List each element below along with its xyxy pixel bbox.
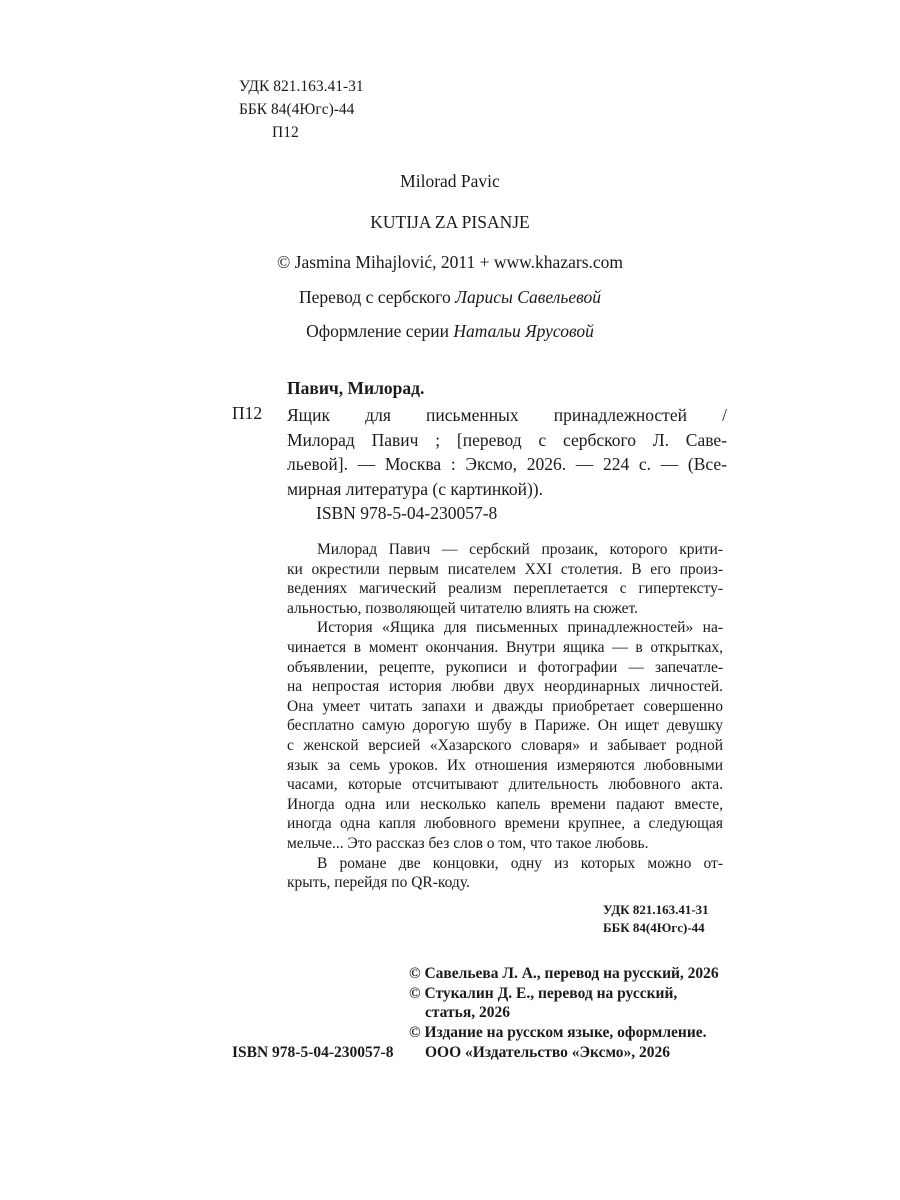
- annotation-line: объявлении, рецепте, рукописи и фотографии — запечатле-: [287, 658, 723, 676]
- original-title: KUTIJA ZA PISANJE: [370, 212, 530, 232]
- annotation-line: чинается в момент окончания. Внутри ящика — в открытках,: [287, 638, 723, 656]
- copyright-line: © Савельева Л. А., перевод на русский, 2026: [409, 965, 719, 982]
- original-copyright: © Jasmina Mihajlović, 2011 + www.khazars.com: [276, 252, 624, 272]
- annotation-line: с женской версией «Хазарского словаря» и забывает родной: [287, 736, 723, 754]
- annotation-line: Она умеет читать запахи и дважды приобретает совершенно: [287, 697, 723, 715]
- bbk-bottom: ББК 84(4Югс)-44: [603, 920, 705, 935]
- annotation: [287, 540, 723, 893]
- copyright-line: © Стукалин Д. Е., перевод на русский,: [409, 985, 678, 1002]
- annotation-line: альностью, позволяющей читателю влиять на сюжет.: [287, 599, 639, 617]
- design-credit: [0, 321, 900, 342]
- copyright-line: статья, 2026: [425, 1004, 510, 1021]
- translation-prefix: Перевод с сербского: [299, 287, 456, 307]
- annotation-line: часами, которые отсчитывают длительность любовного акта.: [287, 776, 723, 794]
- annotation-line: В романе две концовки, одну из которых можно от-: [317, 854, 723, 872]
- annotation-line: Иногда одна или несколько капель времени падают вместе,: [287, 795, 723, 813]
- annotation-line: язык за семь уроков. Их отношения измеряются любовными: [287, 756, 723, 774]
- bbk-top: ББК 84(4Югс)-44: [239, 101, 355, 118]
- catalog-isbn: ISBN 978-5-04-230057-8: [316, 503, 498, 523]
- udk-top: УДК 821.163.41-31: [239, 78, 364, 95]
- udk-bottom: УДК 821.163.41-31: [603, 902, 709, 917]
- annotation-line: на непростая история любви двух неординарных личностей.: [287, 678, 723, 696]
- isbn-bottom: ISBN 978-5-04-230057-8: [232, 1044, 394, 1061]
- annotation-line: Милорад Павич — сербский прозаик, которого крити-: [317, 541, 723, 558]
- translation-credit: [0, 287, 900, 308]
- annotation-line: мельче... Это рассказ без слов о том, что такое любовь.: [287, 834, 649, 852]
- catalog-line: мирная литература (с картинкой)).: [287, 478, 544, 499]
- author-mark-top: П12: [272, 124, 299, 141]
- translator-name: Ларисы Савельевой: [455, 287, 601, 307]
- catalog-author-mark: П12: [232, 403, 263, 423]
- catalog-line: Милорад Павич ; [перевод с сербского Л. Саве-: [287, 429, 727, 450]
- annotation-line: ведениях магический реализм переплетается с гипертексту-: [287, 580, 723, 598]
- annotation-line: ки окрестили первым писателем XXI столетия. В его произ-: [287, 560, 723, 578]
- designer-name: Натальи Ярусовой: [453, 321, 594, 341]
- copyright-line: © Издание на русском языке, оформление.: [409, 1024, 707, 1041]
- annotation-line: бесплатно самую дорогую шубу в Париже. Он ищет девушку: [287, 717, 723, 735]
- annotation-line: История «Ящика для письменных принадлежностей» на-: [317, 619, 723, 637]
- catalog-description: [287, 403, 727, 501]
- annotation-line: иногда одна капля любовного времени крупнее, а следующая: [287, 815, 723, 833]
- catalog-line: Ящик для письменных принадлежностей /: [287, 405, 727, 425]
- copyright-line: ООО «Издательство «Эксмо», 2026: [425, 1044, 671, 1061]
- catalog-heading: Павич, Милорад.: [287, 378, 425, 398]
- annotation-line: крыть, перейдя по QR-коду.: [287, 874, 470, 892]
- design-prefix: Оформление серии: [306, 321, 454, 341]
- catalog-line: льевой]. — Москва : Эксмо, 2026. — 224 с. — (Все-: [287, 454, 727, 474]
- original-author: Milorad Pavic: [400, 171, 500, 191]
